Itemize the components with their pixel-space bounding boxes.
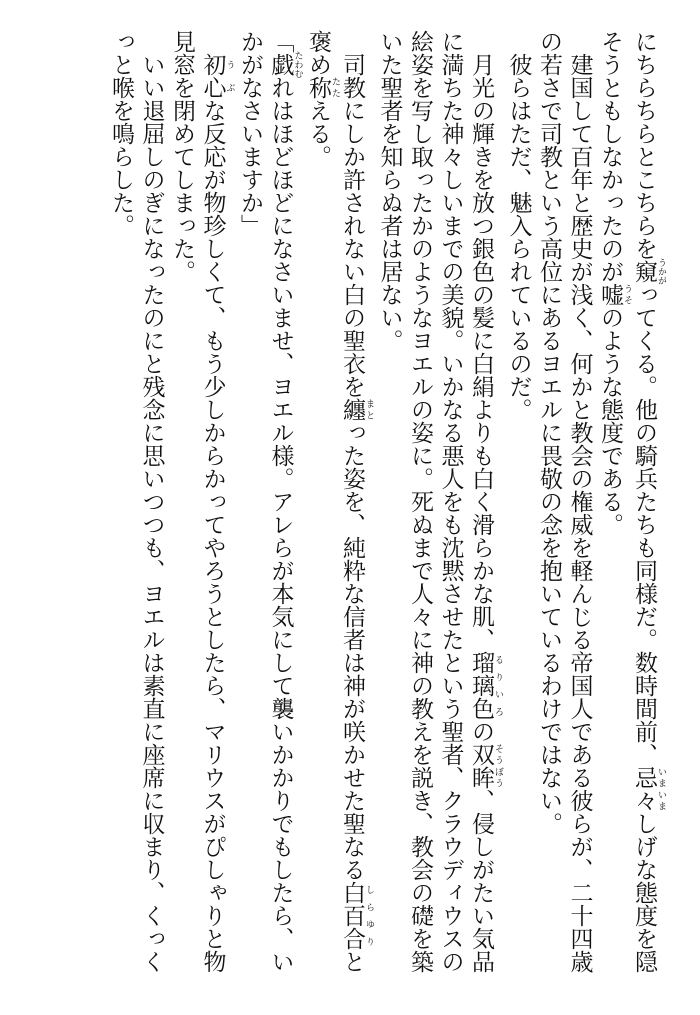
- ruby-base: 双眸: [468, 743, 494, 789]
- ruby-reading: うかが: [656, 258, 666, 285]
- ruby-annotation: [267, 51, 303, 78]
- ruby-reading: まと: [364, 398, 374, 421]
- ruby-annotation: [468, 743, 503, 789]
- ruby-annotation: [597, 283, 632, 306]
- ruby-reading: るりいろ: [493, 651, 503, 720]
- ruby-base: 瑠璃色: [468, 651, 494, 720]
- ruby-annotation: [631, 766, 666, 812]
- ruby-base: 白百合: [339, 881, 365, 950]
- text-run: の: [468, 720, 494, 743]
- ruby-annotation: [468, 651, 503, 720]
- ruby-base: 戯: [267, 51, 294, 78]
- ruby-reading: そうぼう: [493, 743, 503, 789]
- text-run: いい退屈しのぎになったのにと残念に思いつつも、ヨエルは素直に座席に収まり、くっくっと喉を鳴らした。: [108, 30, 165, 973]
- paragraph: [235, 30, 303, 990]
- text-run: ってくる。他の騎兵たちも同様だ。数時間前、: [631, 283, 657, 766]
- text-run: 「: [267, 30, 294, 53]
- paragraph: [503, 30, 534, 990]
- ruby-base: 忌々: [631, 766, 657, 812]
- text-run: える。: [305, 99, 331, 168]
- ruby-base: 称: [305, 76, 331, 99]
- paragraph: [106, 30, 167, 990]
- text-run: 司教にしか許されない白の聖衣を: [339, 53, 365, 398]
- ruby-base: 纏: [339, 398, 365, 421]
- text-run: 、侵しがたい気品に満ちた神々しいまでの美貌。いかなる悪人をも沈黙させたという聖者、クラウディウスの絵姿を写し取ったかのようなヨエルの姿に。死ぬまで人々に神の教えを説き、教会の礎を築いた聖者を知らぬ者は居ない。: [376, 30, 494, 973]
- ruby-annotation: [339, 398, 374, 421]
- text-run: のような態度である。: [597, 306, 623, 536]
- text-run: と褒め: [305, 30, 365, 973]
- ruby-base: 初心: [199, 53, 226, 99]
- text-run: 月光の輝きを放つ銀色の髪に白絹よりも白く滑らかな肌、: [468, 53, 494, 651]
- paragraph: [303, 30, 375, 990]
- paragraph: [167, 30, 235, 990]
- ruby-base: 窺: [631, 258, 657, 285]
- ruby-annotation: [631, 258, 666, 285]
- text-run: しげな態度を隠そうともしなかったのが: [597, 30, 657, 973]
- text-run: った姿を、純粋な信者は神が咲かせた聖なる: [339, 421, 365, 881]
- ruby-reading: うぶ: [224, 53, 235, 99]
- ruby-annotation: [305, 76, 340, 99]
- vertical-text-page: [26, 30, 666, 990]
- ruby-reading: うそ: [622, 283, 632, 306]
- paragraph: [534, 30, 595, 990]
- text-run: れはほどほどになさいませ、ヨエル様。アレらが本気にして襲いかかりでもしたら、いかがなさいますか」: [237, 30, 294, 973]
- text-run: 彼らはただ、魅入られているのだ。: [505, 53, 532, 421]
- ruby-reading: たた: [330, 76, 340, 99]
- paragraph: [595, 30, 667, 990]
- text-run: な反応が物珍しくて、もう少しからかってやろうとしたら、マリウスがぴしゃりと物見窓を閉めてしまった。: [169, 30, 226, 973]
- ruby-base: 嘘: [597, 283, 623, 306]
- ruby-reading: しらゆり: [364, 881, 374, 950]
- ruby-annotation: [199, 53, 235, 99]
- ruby-annotation: [339, 881, 374, 950]
- ruby-reading: たわむ: [292, 51, 303, 78]
- text-run: 建国して百年と歴史が浅く、何かと教会の権威を軽んじる帝国人である彼らが、二十四歳の若さで司教という高位にあるヨエルに畏敬の念を抱いているわけではない。: [536, 30, 593, 973]
- paragraph: [374, 30, 503, 990]
- text-run: にちらちらとこちらを: [631, 30, 657, 260]
- ruby-reading: いまいま: [656, 766, 666, 812]
